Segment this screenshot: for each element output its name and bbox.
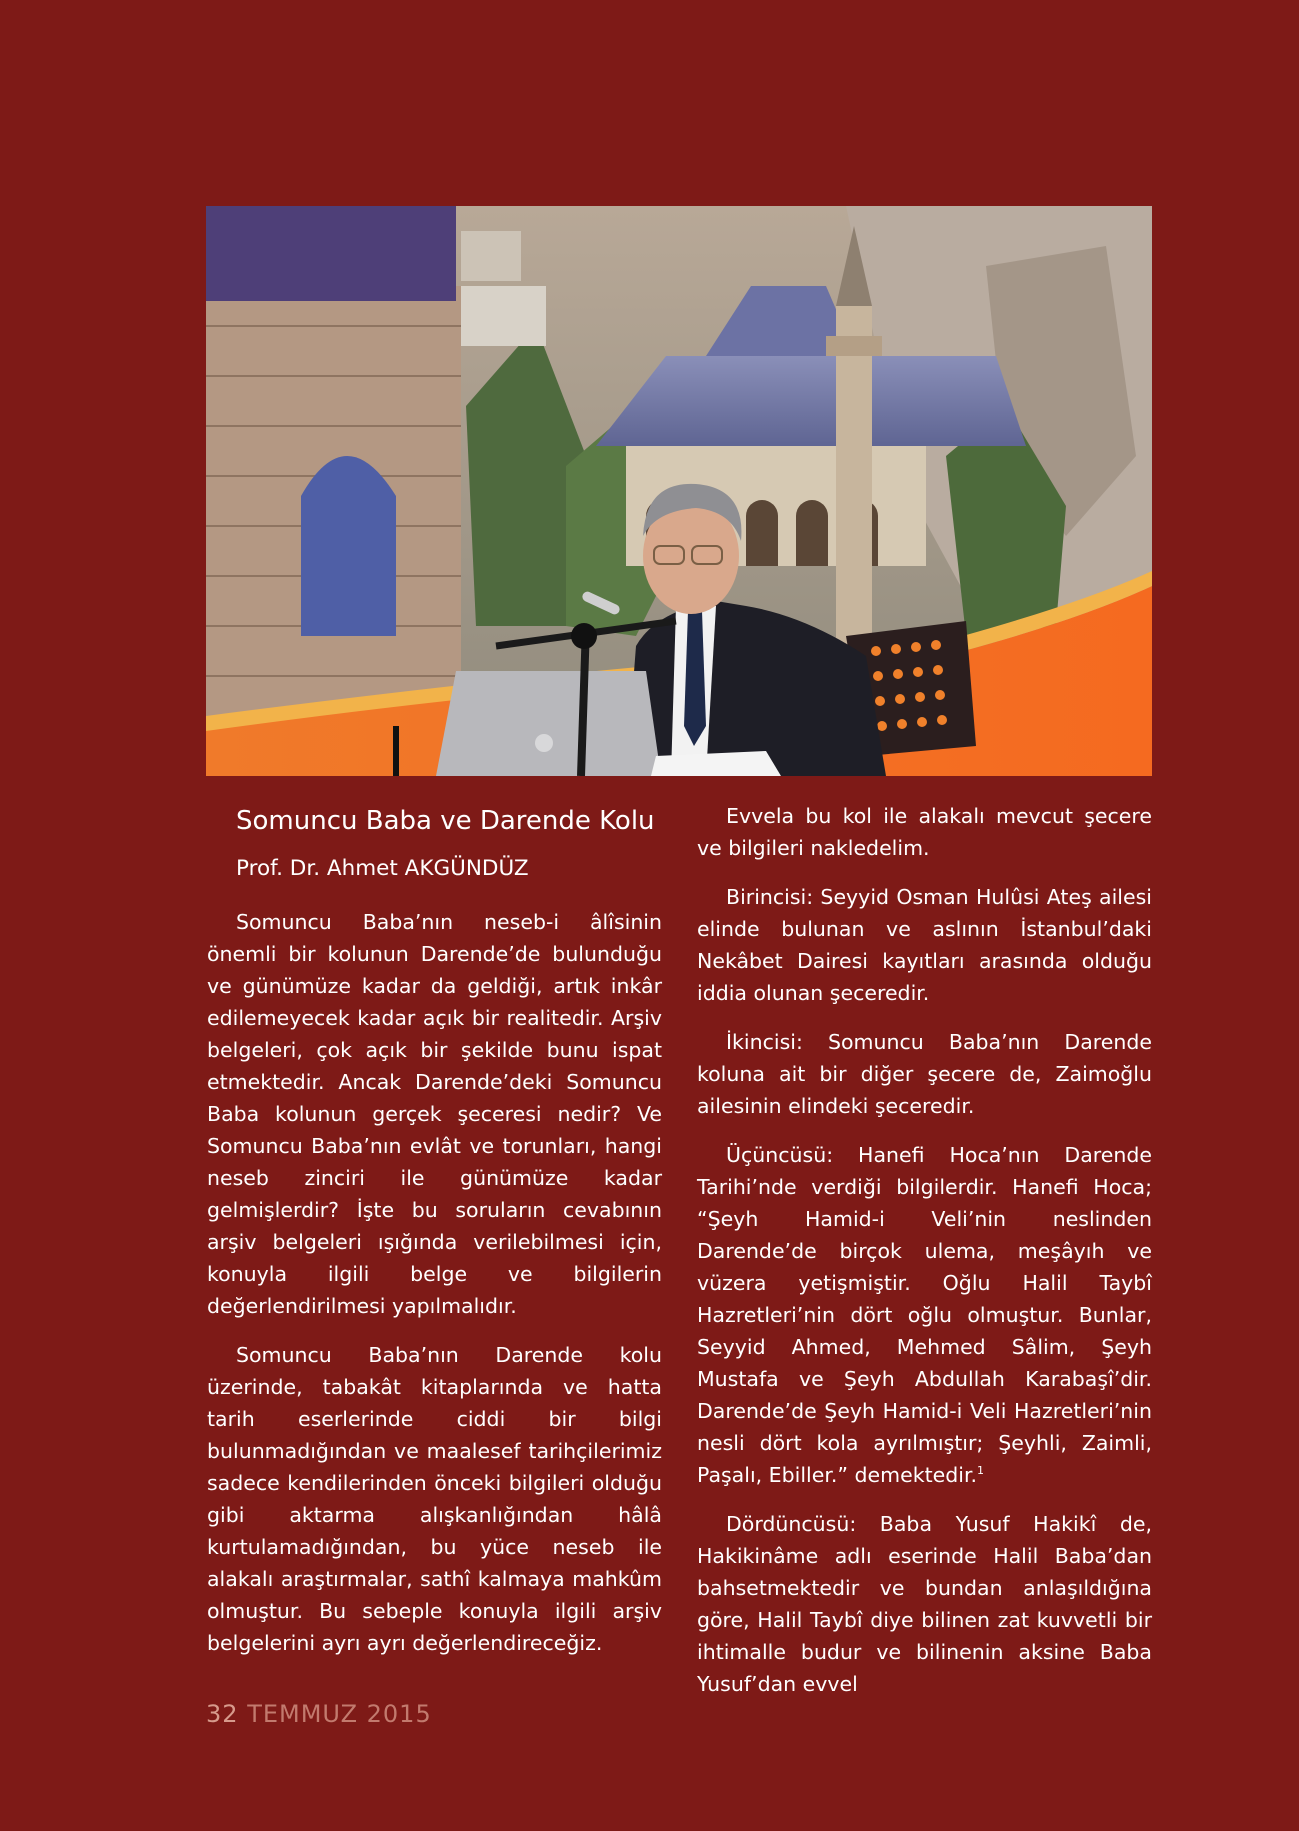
speaker-at-podium-photo-icon — [206, 206, 1152, 776]
paragraph: Birincisi: Seyyid Osman Hulûsi Ateş ailesi elinde bulunan ve aslının İstanbul’daki Nekâbet Dairesi kayıtları arasında olduğu iddia olunan şeceredir. — [697, 885, 1152, 1005]
paragraph-text: Üçüncüsü: Hanefi Hoca’nın Darende Tarihi’nde verdiği bilgilerdir. Hanefi Hoca; “Şeyh Hamid-i Veli’nin neslinden Darende’de birçok ulema, meşâyıh ve vüzera yetişmiştir. Oğlu Halil Taybî Hazretleri’nin dört oğlu olmuştur. Bunlar, Seyyid Ahmed, Mehmed Sâlim, Şeyh Mustafa ve Şeyh Abdullah Karabaşî’dir. Darende’de Şeyh Hamid-i Veli Hazretleri’nin nesli dört kola ayrılmıştır; Şeyhli, Zaimli, Paşalı, Ebiller.” demektedir. — [697, 1143, 1152, 1487]
page-number: 32 — [206, 1700, 239, 1728]
article-column-right — [697, 800, 1152, 1717]
page-folio — [206, 1700, 432, 1728]
paragraph-with-footnote — [697, 1139, 1152, 1491]
paragraph: İkincisi: Somuncu Baba’nın Darende koluna ait bir diğer şecere de, Zaimoğlu ailesinin elindeki şeceredir. — [697, 1030, 1152, 1118]
article-author: Prof. Dr. Ahmet AKGÜNDÜZ — [236, 856, 529, 881]
article-photo — [206, 206, 1152, 776]
paragraph: Somuncu Baba’nın Darende kolu üzerinde, tabakât kitaplarında ve hatta tarih eserlerinde ciddi bir bilgi bulunmadığından ve maalesef tarihçilerimiz sadece kendilerinden önceki bilgileri olduğu gibi aktarma alışkanlığından hâlâ kurtulamadığından, bu yüce neseb ile alakalı araştırmalar, sathî kalmaya mahkûm olmuştur. Bu sebeple konuyla ilgili arşiv belgelerini ayrı ayrı değerlendireceğiz. — [207, 1343, 662, 1655]
issue-date: TEMMUZ 2015 — [247, 1700, 432, 1728]
paragraph: Evvela bu kol ile alakalı mevcut şecere ve bilgileri nakledelim. — [697, 804, 1152, 860]
paragraph: Somuncu Baba’nın neseb-i âlîsinin önemli bir kolunun Darende’de bulunduğu ve günümüze kadar da geldiği, artık inkâr edilemeyecek kadar açık bir realitedir. Arşiv belgeleri, çok açık bir şekilde bunu ispat etmektedir. Ancak Darende’deki Somuncu Baba kolunun gerçek şeceresi nedir? Ve Somuncu Baba’nın evlât ve torunları, hangi neseb zinciri ile günümüze kadar gelmişlerdir? İşte bu soruların cevabının arşiv belgeleri ışığında verilebilmesi için, konuyla ilgili belge ve bilgilerin değerlendirilmesi yapılmalıdır. — [207, 910, 662, 1318]
paragraph: Dördüncüsü: Baba Yusuf Hakikî de, Hakikinâme adlı eserinde Halil Baba’dan bahsetmektedir ve bundan anlaşıldığına göre, Halil Taybî diye bilinen zat kuvvetli bir ihtimalle budur ve bilinenin aksine Baba Yusuf’dan evvel — [697, 1512, 1152, 1696]
article-title: Somuncu Baba ve Darende Kolu — [236, 806, 655, 836]
article-column-left — [207, 800, 662, 1676]
footnote-reference[interactable]: 1 — [977, 1464, 985, 1478]
